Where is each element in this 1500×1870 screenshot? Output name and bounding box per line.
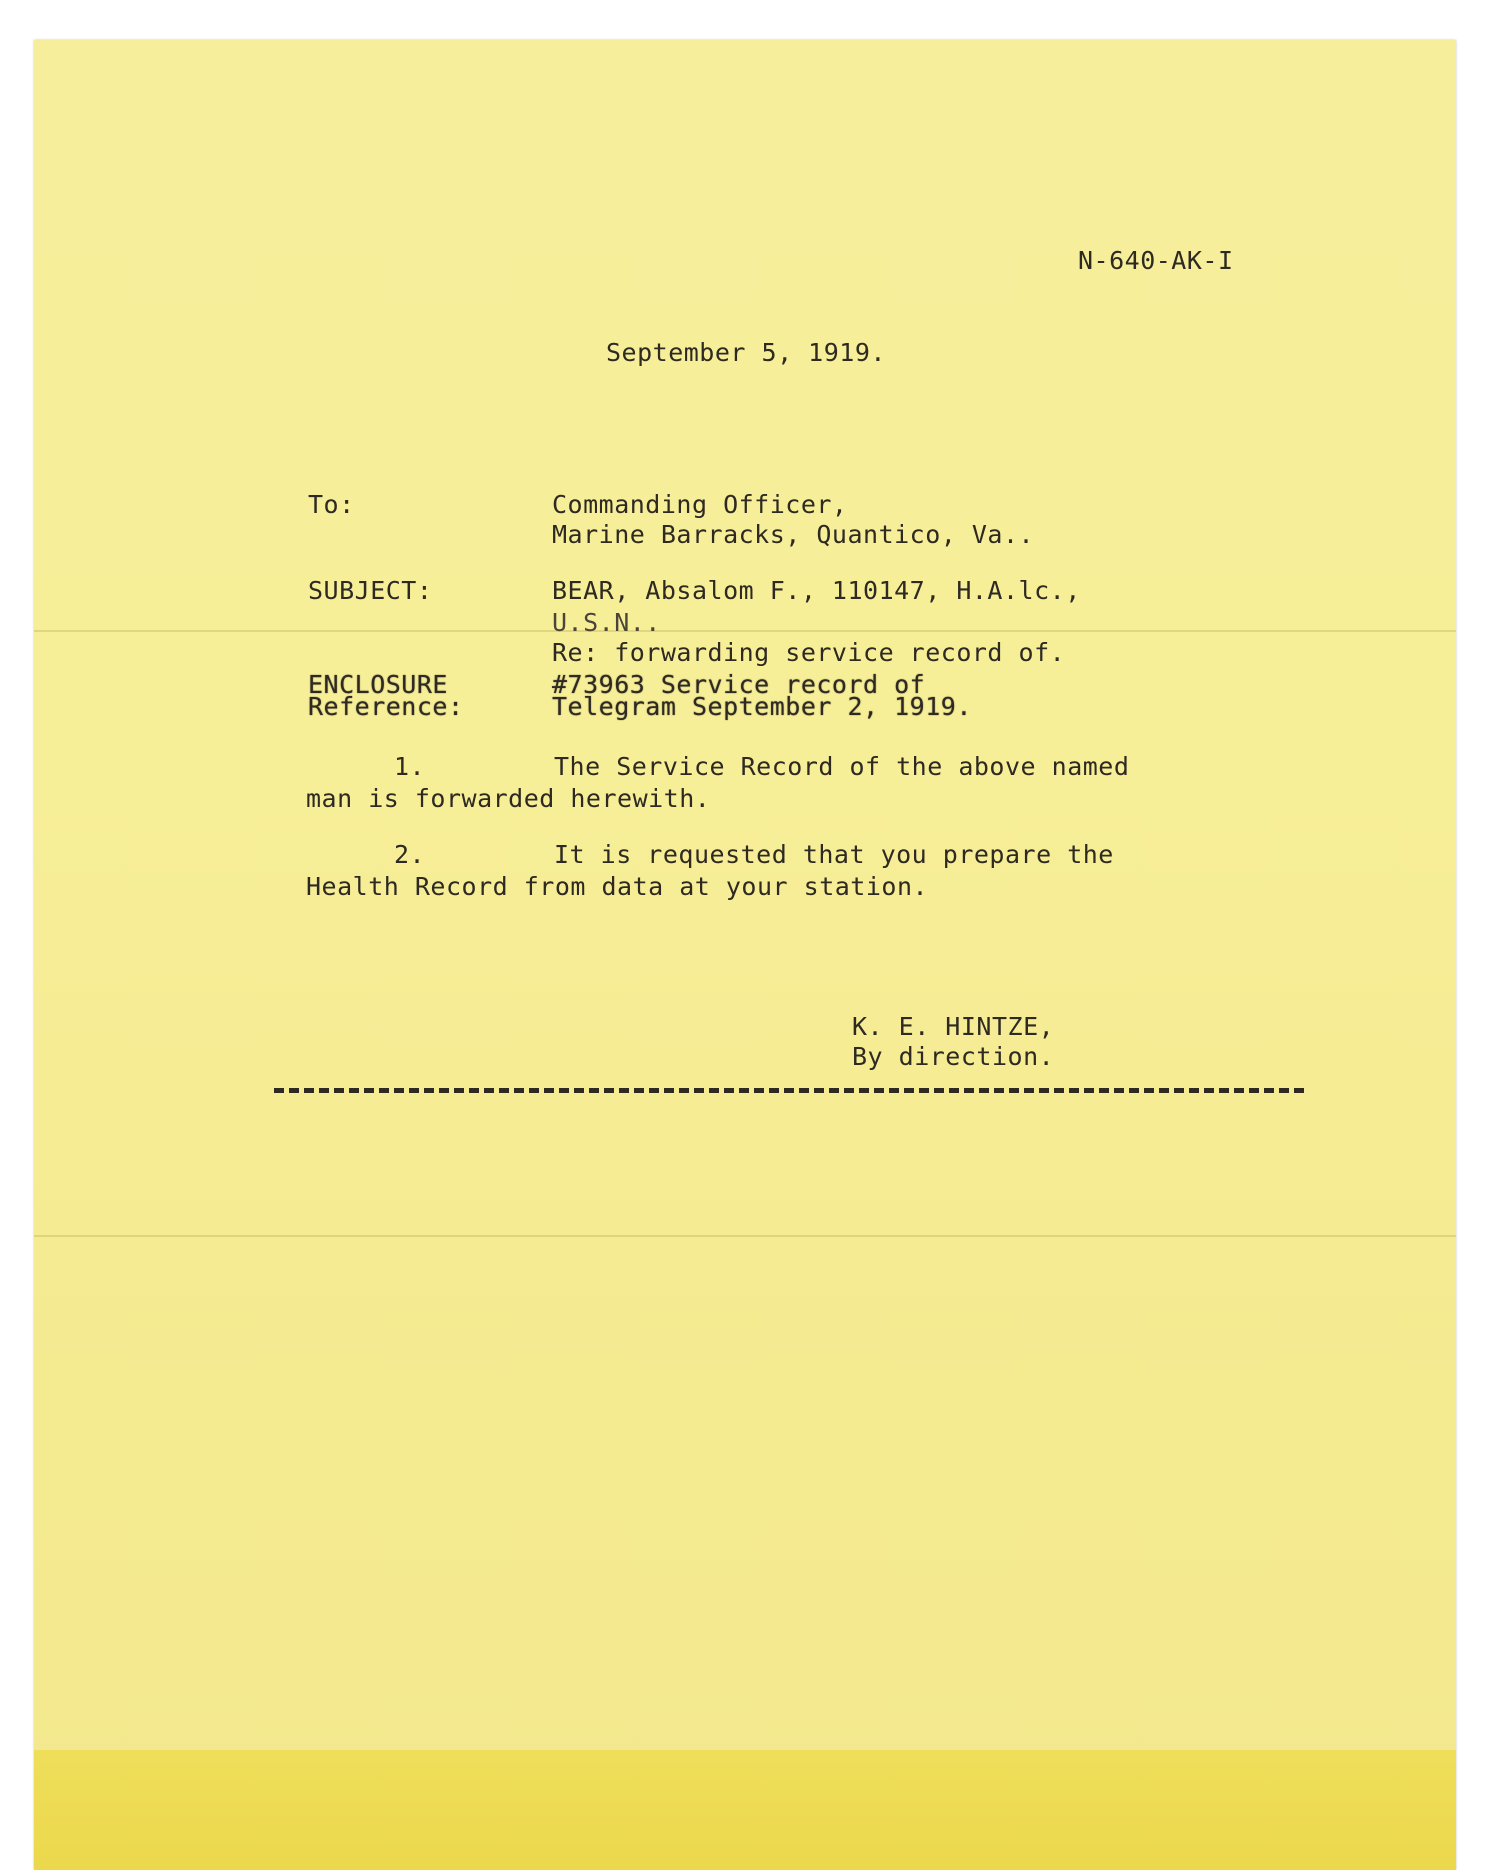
reference-label: Reference:: [308, 692, 464, 721]
dashed-separator: [274, 1088, 1304, 1093]
subject-line-3: Re: forwarding service record of.: [552, 638, 1066, 667]
subject-line-1: BEAR, Absalom F., 110147, H.A.lc.,: [552, 576, 1081, 605]
paragraph-2-number: 2.: [394, 840, 426, 869]
paragraph-1-number: 1.: [394, 752, 426, 781]
paragraph-1-line-2: man is forwarded herewith.: [306, 784, 711, 813]
to-line-1: Commanding Officer,: [552, 490, 848, 519]
reference-text: Telegram September 2, 1919.: [552, 692, 972, 721]
letter-page: [34, 40, 1456, 1870]
letter-date: September 5, 1919.: [606, 338, 886, 367]
fold-crease-upper: [34, 630, 1456, 632]
paragraph-2-line-1: It is requested that you prepare the: [554, 840, 1114, 869]
to-line-2: Marine Barracks, Quantico, Va..: [552, 520, 1035, 549]
paper-bottom-band: [34, 1750, 1456, 1870]
signature-title: By direction.: [852, 1042, 1055, 1071]
paragraph-2-line-2: Health Record from data at your station.: [306, 872, 929, 901]
subject-line-2: U.S.N..: [552, 608, 661, 637]
enclosure-label: ENCLOSURE: [308, 670, 448, 699]
enclosure-text: #73963 Service record of: [552, 670, 926, 699]
to-label: To:: [308, 490, 355, 519]
signature-name: K. E. HINTZE,: [852, 1012, 1055, 1041]
paragraph-1-line-1: The Service Record of the above named: [554, 752, 1130, 781]
file-number: N-640-AK-I: [1078, 246, 1234, 275]
subject-label: SUBJECT:: [308, 576, 433, 605]
fold-crease-lower: [34, 1235, 1456, 1237]
